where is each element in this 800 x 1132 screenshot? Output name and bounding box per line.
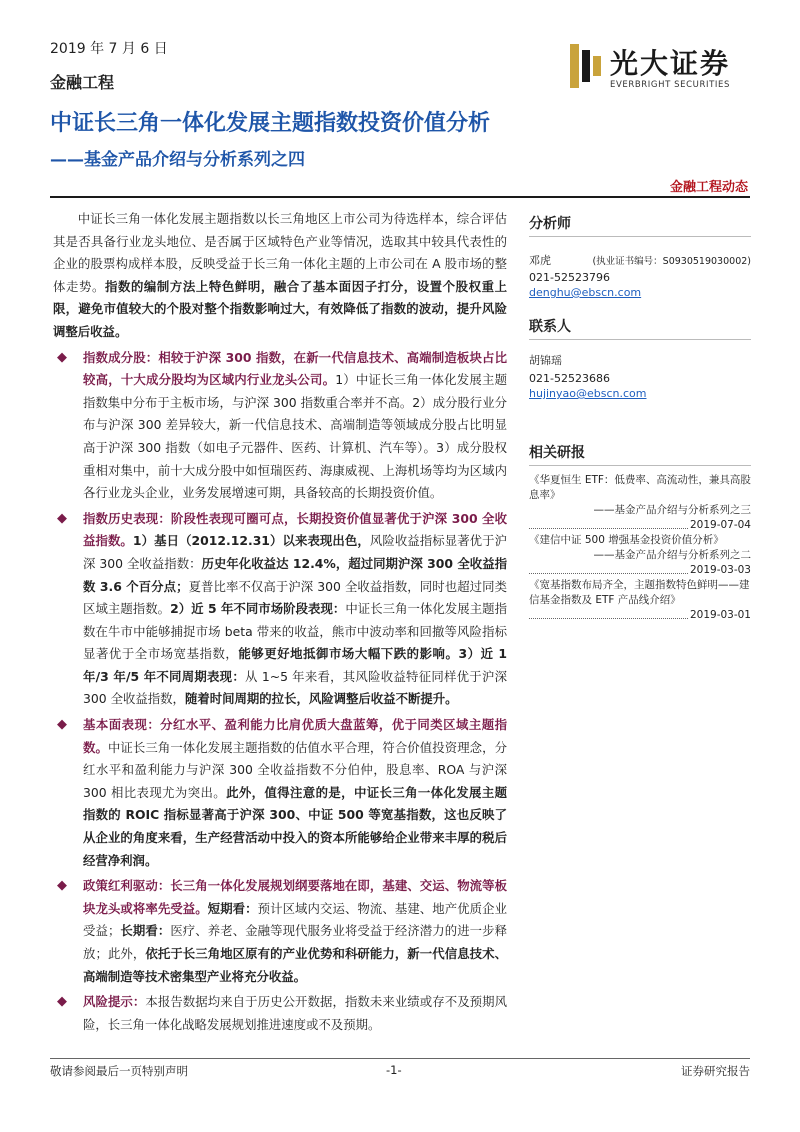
report-section: 金融工程 (50, 73, 115, 92)
report-date: 2019 年 7 月 6 日 (50, 41, 168, 57)
diamond-bullet-icon: ◆ (57, 510, 67, 526)
footer-divider (50, 1058, 750, 1059)
diamond-bullet-icon: ◆ (57, 717, 67, 733)
contact-info (529, 352, 751, 400)
intro-paragraph: 中证长三角一体化发展主题指数以长三角地区上市公司为待选样本，综合评估其是否具备行业龙头地位、是否属于区域特色产业等情况，选取其中较具代表性的企业的股票构成样本股，反映受益于长三角一体化主题的上市公司在 A 股市场的整体走势。指数的编制方法上特色鲜明，融合了基本面因子打分，设置个股权重上限，避免市值较大的个股对整个指数影响过大，有效降低了指数的波动，提升风险调整后收益。 (53, 211, 508, 339)
bullet-fundamentals: ◆ 基本面表现：分红水平、盈利能力比肩优质大盘蓝筹，优于同类区域主题指数。中证长三角一体化发展主题指数的估值水平合理，符合价值投资理念，分红水平和盈利能力与沪深 300 全收益指数不分伯仲，股息率、ROA 与沪深 300 相比表现尤为突出。此外，值得注意的是，中证长三角一体化发展主题指数的 ROIC 指标显著高于沪深 300、中证 500 等宽基指数，这也反映了从企业的角度来看，生产经营活动中投入的资本所能够给企业带来丰厚的税后经营净利润。 (53, 714, 507, 872)
sidebar-divider (529, 236, 751, 237)
intro-bold: 指数的编制方法上特色鲜明，融合了基本面因子打分，设置个股权重上限，避免市值较大的个股对整个指数影响过大，有效降低了指数的波动，提升风险调整后收益。 (53, 278, 508, 339)
related-reports-list (529, 473, 751, 623)
bullet-risk: ◆ 风险提示：本报告数据均来自于历史公开数据，指数未来业绩或存不及预期风险，长三角一体化战略发展规划推进速度或不及预期。 (53, 991, 507, 1036)
related-heading: 相关研报 (529, 445, 585, 461)
diamond-bullet-icon: ◆ (57, 994, 67, 1010)
report-type-tag: 金融工程动态 (669, 180, 748, 195)
sidebar-divider (529, 465, 751, 466)
related-report-item[interactable]: 《华夏恒生 ETF：低费率、高流动性，兼具高股息率》 ——基金产品介绍与分析系列之三 2019-07-04 (529, 474, 751, 531)
analyst-info (529, 252, 751, 299)
contact-email-link[interactable]: hujinyao@ebscn.com (529, 387, 647, 400)
diamond-bullet-icon: ◆ (57, 878, 67, 894)
company-logo (570, 42, 760, 98)
report-subtitle: ——基金产品介绍与分析系列之四 (50, 150, 305, 170)
bullet-constituents: ◆ 指数成分股：相较于沪深 300 指数，在新一代信息技术、高端制造板块占比较高，十大成分股均为区域内行业龙头公司。1）中证长三角一体化发展主题指数集中分布于主板市场，与沪深 300 指数重合率并不高。2）成分股行业分布与沪深 300 差异较大，新一代信息技术、高端制造等领域成分股占比明显高于沪深 300 指数（如电子元器件、医药、计算机、汽车等）。3）成分股权重相对集中，前十大成分股中如恒瑞医药、海康威视、上海机场等均为区域内各行业龙头企业，业务发展增速可期，具备较高的长期投资价值。 (53, 347, 507, 505)
analyst-name: 邓虎 (529, 254, 551, 267)
analyst-cert: (执业证书编号：S0930519030002) (592, 256, 751, 267)
related-report-item[interactable]: 《宽基指数布局齐全，主题指数特色鲜明——建信基金指数及 ETF 产品线介绍》 2019-03-01 (529, 579, 751, 621)
analyst-phone: 021-52523796 (529, 271, 610, 284)
analyst-heading: 分析师 (529, 216, 571, 232)
report-title: 中证长三角一体化发展主题指数投资价值分析 (50, 111, 491, 136)
sidebar-divider (529, 339, 751, 340)
page-number: -1- (386, 1063, 402, 1077)
diamond-bullet-icon: ◆ (57, 349, 67, 365)
contact-heading: 联系人 (529, 319, 571, 335)
footer-disclaimer: 敬请参阅最后一页特别声明 (50, 1064, 188, 1078)
bullet-policy: ◆ 政策红利驱动：长三角一体化发展规划纲要落地在即，基建、交运、物流等板块龙头或将率先受益。短期看：预计区域内交运、物流、基建、地产优质企业受益；长期看：医疗、养老、金融等现代服务业将受益于经济潜力的进一步释放；此外，依托于长三角地区原有的产业优势和科研能力，新一代信息技术、高端制造等技术密集型产业将充分收益。 (53, 875, 507, 988)
contact-phone: 021-52523686 (529, 372, 610, 385)
footer-report-label: 证券研究报告 (681, 1064, 750, 1078)
logo-name-en: EVERBRIGHT SECURITIES (610, 80, 730, 90)
report-body (53, 208, 507, 1036)
related-report-item[interactable]: 《建信中证 500 增强基金投资价值分析》 ——基金产品介绍与分析系列之二 2019-03-03 (529, 534, 751, 576)
contact-name: 胡锦瑶 (529, 354, 562, 367)
logo-name-cn: 光大证券 (610, 47, 731, 80)
analyst-email-link[interactable]: denghu@ebscn.com (529, 286, 642, 299)
everbright-logo-icon (570, 44, 602, 88)
header-divider (50, 196, 750, 198)
bullet-history: ◆ 指数历史表现：阶段性表现可圈可点，长期投资价值显著优于沪深 300 全收益指数。1）基日（2012.12.31）以来表现出色，风险收益指标显著优于沪深 300 全收益指数：历史年化收益达 12.4%，超过同期沪深 300 全收益指数 3.6 个百分点；夏普比率不仅高于沪深 300 全收益指数，同时也超过同类区域主题指数。2）近 5 年不同市场阶段表现：中证长三角一体化发展主题指数在牛市中能够捕捉市场 beta 带来的收益，熊市中波动率和回撤等风险指标显著优于全市场宽基指数，能够更好地抵御市场大幅下跌的影响。3）近 1 年/3 年/5 年不同周期表现：从 1~5 年来看，其风险收益特征同样优于沪深 300 全收益指数，随着时间周期的拉长，风险调整后收益不断提升。 (53, 508, 507, 711)
